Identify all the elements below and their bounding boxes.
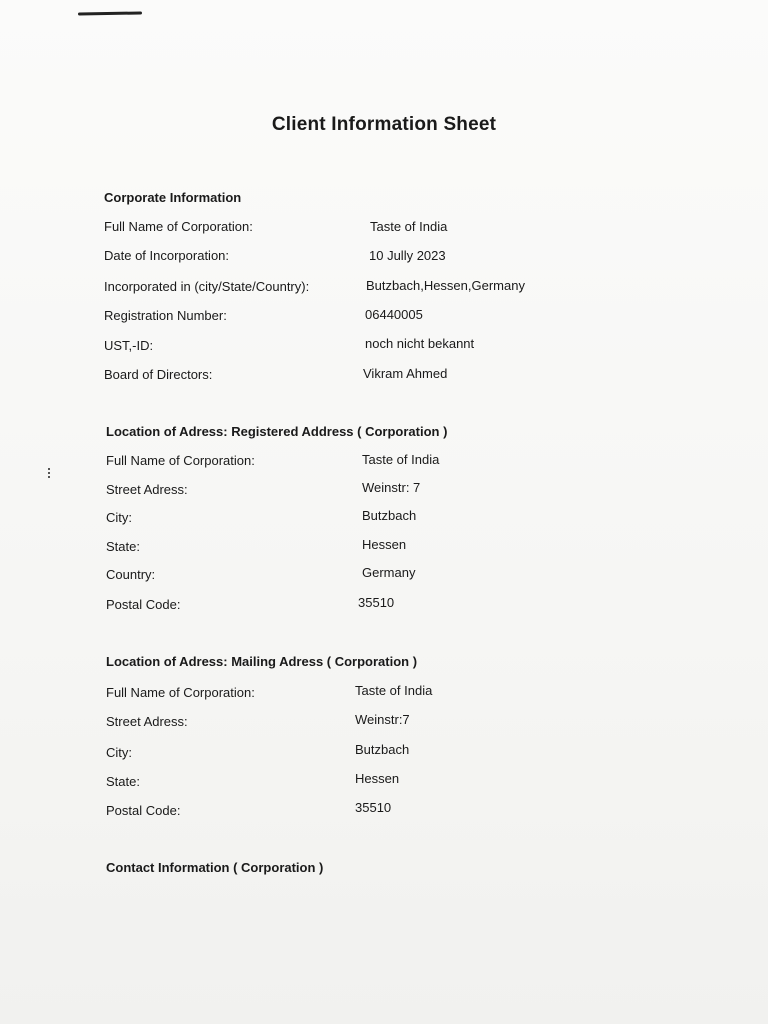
mailing-corporation-name-value: Taste of India (355, 683, 433, 698)
mailing-postal-code-value: 35510 (355, 800, 392, 815)
mailing-street-label: Street Adress: (106, 714, 188, 729)
registered-corporation-name-label: Full Name of Corporation: (106, 453, 255, 468)
registered-state-label: State: (106, 539, 140, 554)
contact-information-heading: Contact Information ( Corporation ) (106, 860, 324, 875)
corporation-name-label: Full Name of Corporation: (104, 219, 253, 234)
mailing-city-label: City: (106, 745, 132, 760)
mailing-postal-code-label: Postal Code: (106, 803, 181, 818)
mailing-state-value: Hessen (355, 771, 400, 786)
registered-postal-code-label: Postal Code: (106, 597, 181, 612)
incorporated-in-value: Butzbach,Hessen,Germany (366, 278, 525, 293)
registered-street-label: Street Adress: (106, 482, 188, 497)
mailing-corporation-name-label: Full Name of Corporation: (106, 685, 255, 700)
mailing-state-label: State: (106, 774, 140, 789)
registered-street-value: Weinstr: 7 (362, 480, 421, 495)
corporation-name-value: Taste of India (370, 219, 448, 234)
mailing-city-value: Butzbach (355, 742, 410, 757)
registered-country-label: Country: (106, 567, 156, 582)
mailing-address-heading: Location of Adress: Mailing Adress ( Corporation ) (106, 654, 418, 669)
document-title: Client Information Sheet (271, 114, 497, 135)
corporate-information-heading: Corporate Information (104, 190, 242, 205)
registered-country-value: Germany (362, 565, 416, 580)
ust-id-label: UST,-ID: (104, 338, 154, 353)
incorporated-in-label: Incorporated in (city/State/Country): (104, 279, 310, 294)
registered-city-label: City: (106, 510, 132, 525)
registered-city-value: Butzbach (362, 508, 417, 523)
incorporation-date-value: 10 Jully 2023 (369, 248, 446, 263)
scan-speck (48, 468, 53, 478)
registered-address-heading: Location of Adress: Registered Address ( Corporation ) (106, 424, 448, 439)
registered-postal-code-value: 35510 (358, 595, 395, 610)
board-of-directors-value: Vikram Ahmed (363, 366, 448, 381)
mailing-street-value: Weinstr:7 (355, 712, 410, 727)
incorporation-date-label: Date of Incorporation: (104, 248, 230, 263)
scan-mark (78, 11, 142, 15)
ust-id-value: noch nicht bekannt (365, 336, 475, 351)
registration-number-label: Registration Number: (104, 308, 227, 323)
board-of-directors-label: Board of Directors: (104, 367, 213, 382)
registration-number-value: 06440005 (365, 307, 423, 322)
registered-state-value: Hessen (362, 537, 407, 552)
registered-corporation-name-value: Taste of India (362, 452, 440, 467)
